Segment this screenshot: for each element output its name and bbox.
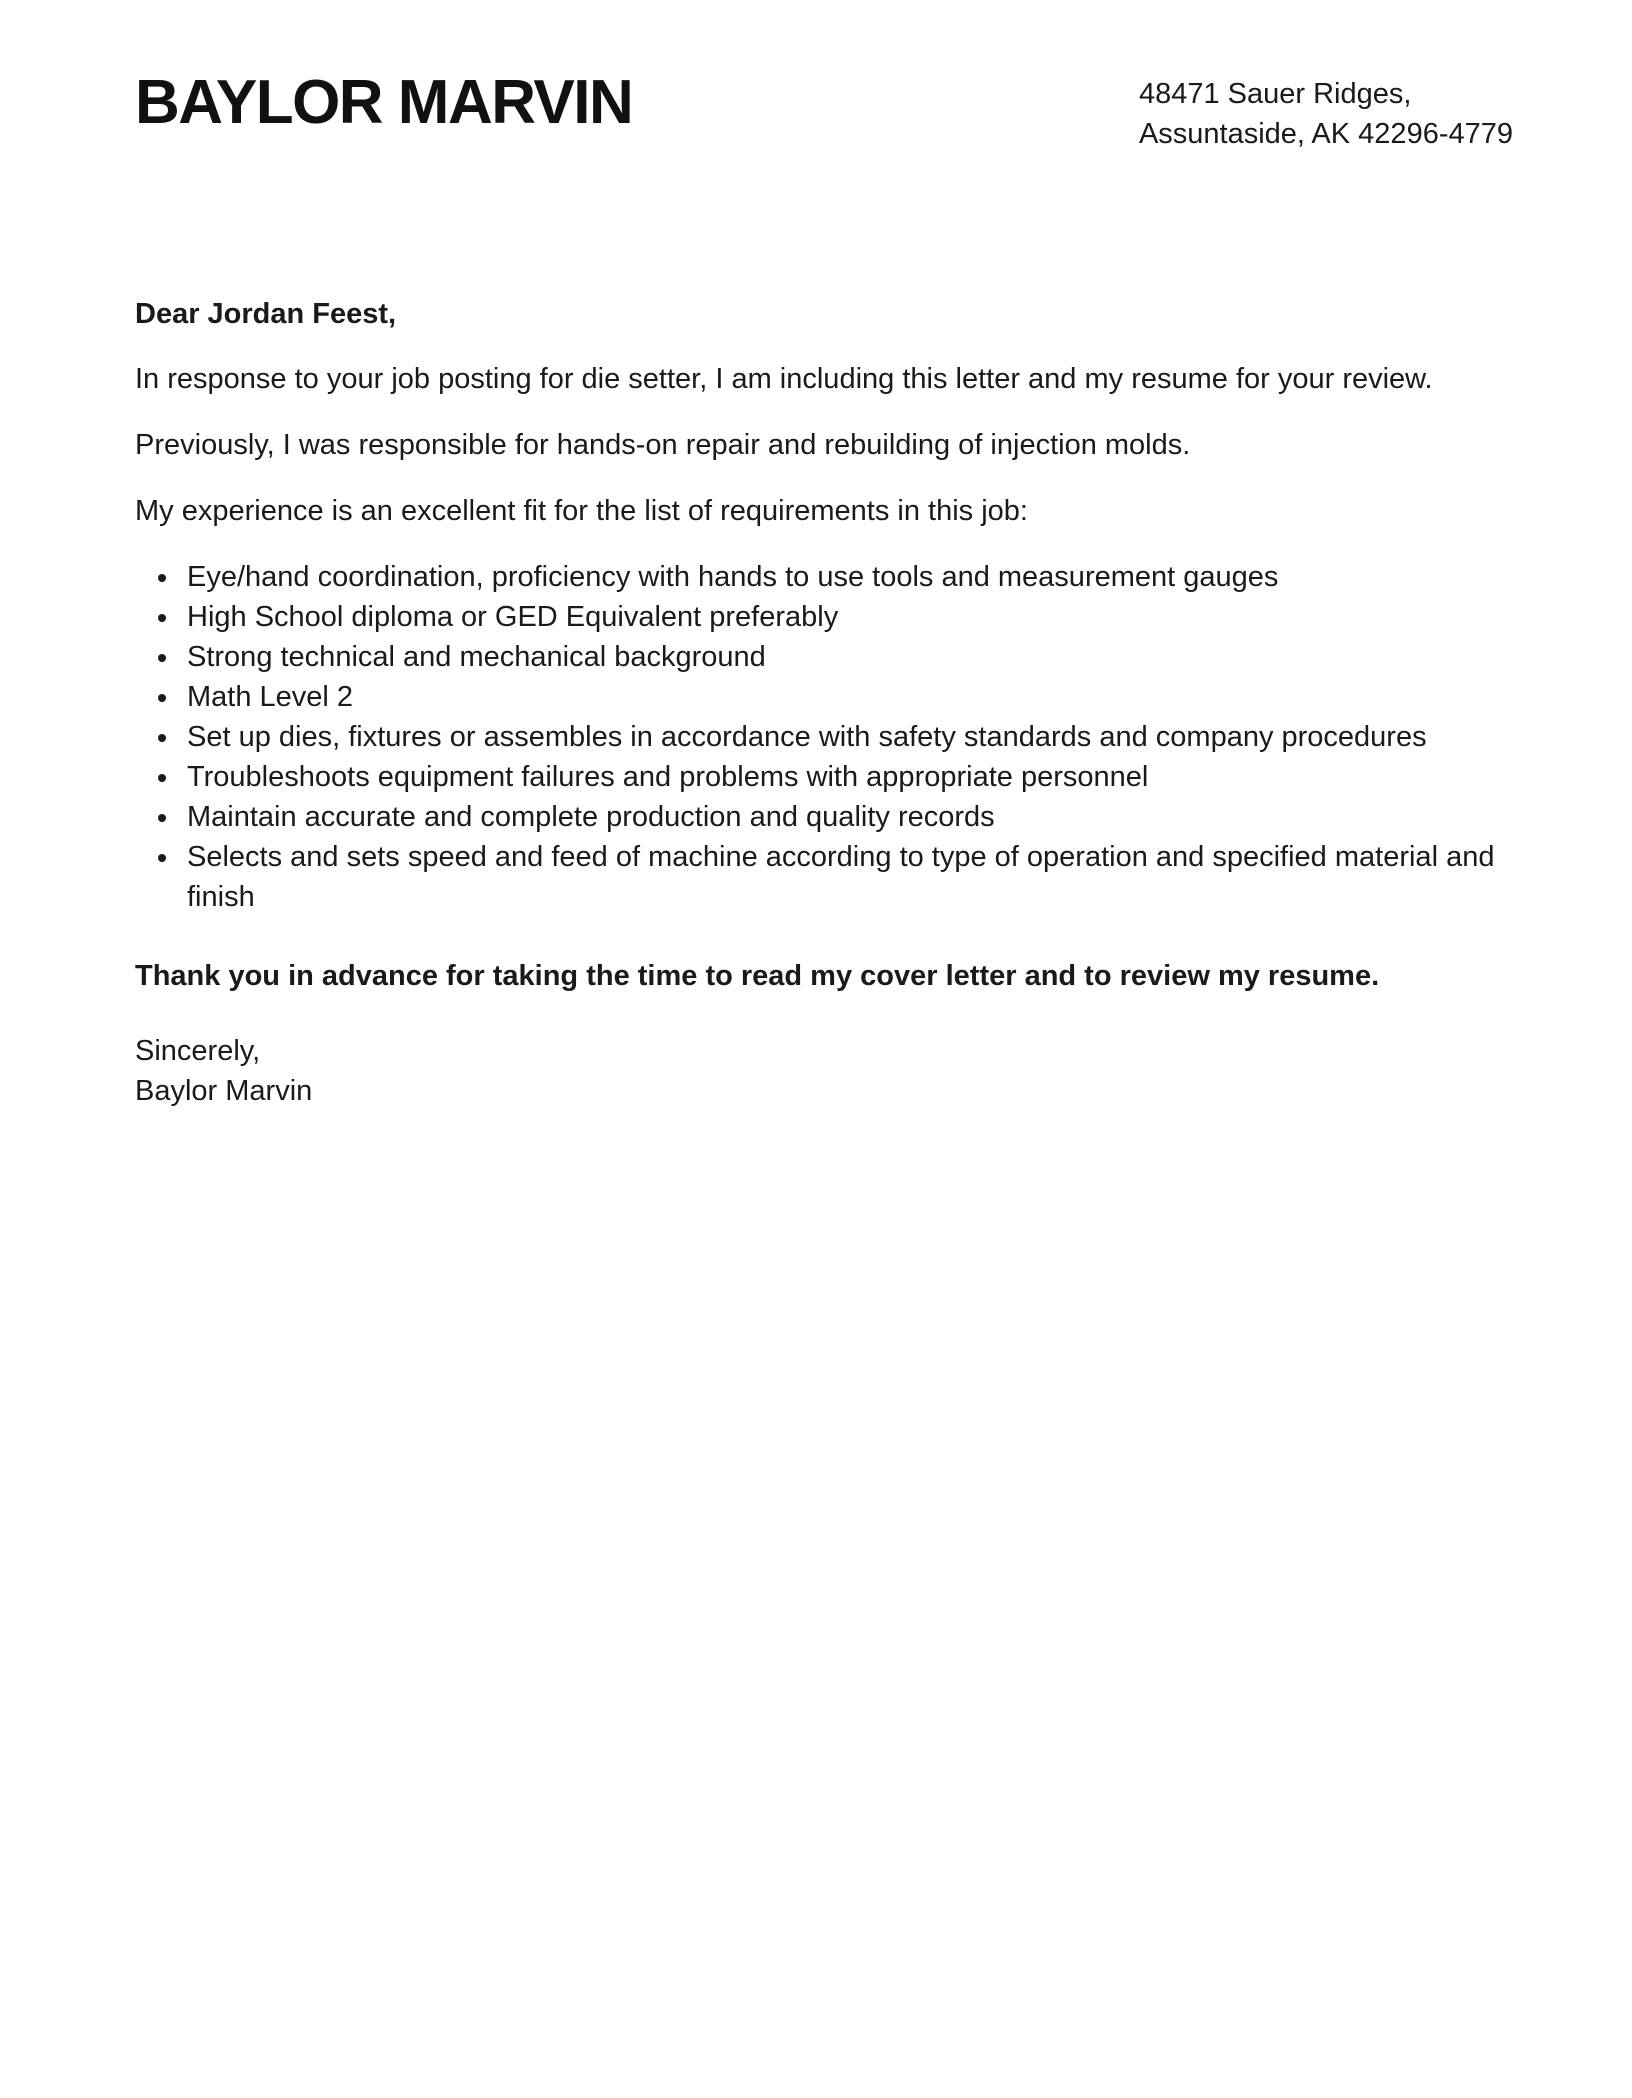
signature-name: Baylor Marvin xyxy=(135,1075,313,1107)
sender-address xyxy=(1139,74,1513,154)
address-line-1: 48471 Sauer Ridges, xyxy=(1138,78,1412,110)
requirement-item: • Maintain accurate and complete production and quality records xyxy=(181,797,1503,837)
requirement-item: • Troubleshoots equipment failures and problems with appropriate personnel xyxy=(181,757,1503,797)
signature-block xyxy=(135,1031,1503,1111)
greeting: Dear Jordan Feest, xyxy=(135,298,397,330)
requirement-item: • Selects and sets speed and feed of machine according to type of operation and specified material and finish xyxy=(181,837,1503,917)
requirement-item: • Eye/hand coordination, proficiency with hands to use tools and measurement gauges xyxy=(181,557,1503,597)
address-line-2: Assuntaside, AK 42296-4779 xyxy=(1138,118,1513,150)
requirements-list xyxy=(135,557,1503,917)
paragraph-experience: Previously, I was responsible for hands-on repair and rebuilding of injection molds. xyxy=(135,429,1191,461)
requirement-item: • Math Level 2 xyxy=(181,677,1503,717)
paragraph-intro: In response to your job posting for die setter, I am including this letter and my resume for your review. xyxy=(135,363,1433,395)
requirement-item: • High School diploma or GED Equivalent preferably xyxy=(181,597,1503,637)
requirement-item: • Set up dies, fixtures or assembles in accordance with safety standards and company procedures xyxy=(181,717,1503,757)
closing-statement: Thank you in advance for taking the time to read my cover letter and to review my resume. xyxy=(135,960,1380,992)
signoff: Sincerely, xyxy=(135,1035,261,1067)
paragraph-fit: My experience is an excellent fit for the list of requirements in this job: xyxy=(135,495,1028,527)
letter-header xyxy=(135,70,1513,154)
sender-name: BAYLOR MARVIN xyxy=(135,68,633,137)
requirement-item: • Strong technical and mechanical background xyxy=(181,637,1503,677)
letter-body xyxy=(135,294,1503,1111)
